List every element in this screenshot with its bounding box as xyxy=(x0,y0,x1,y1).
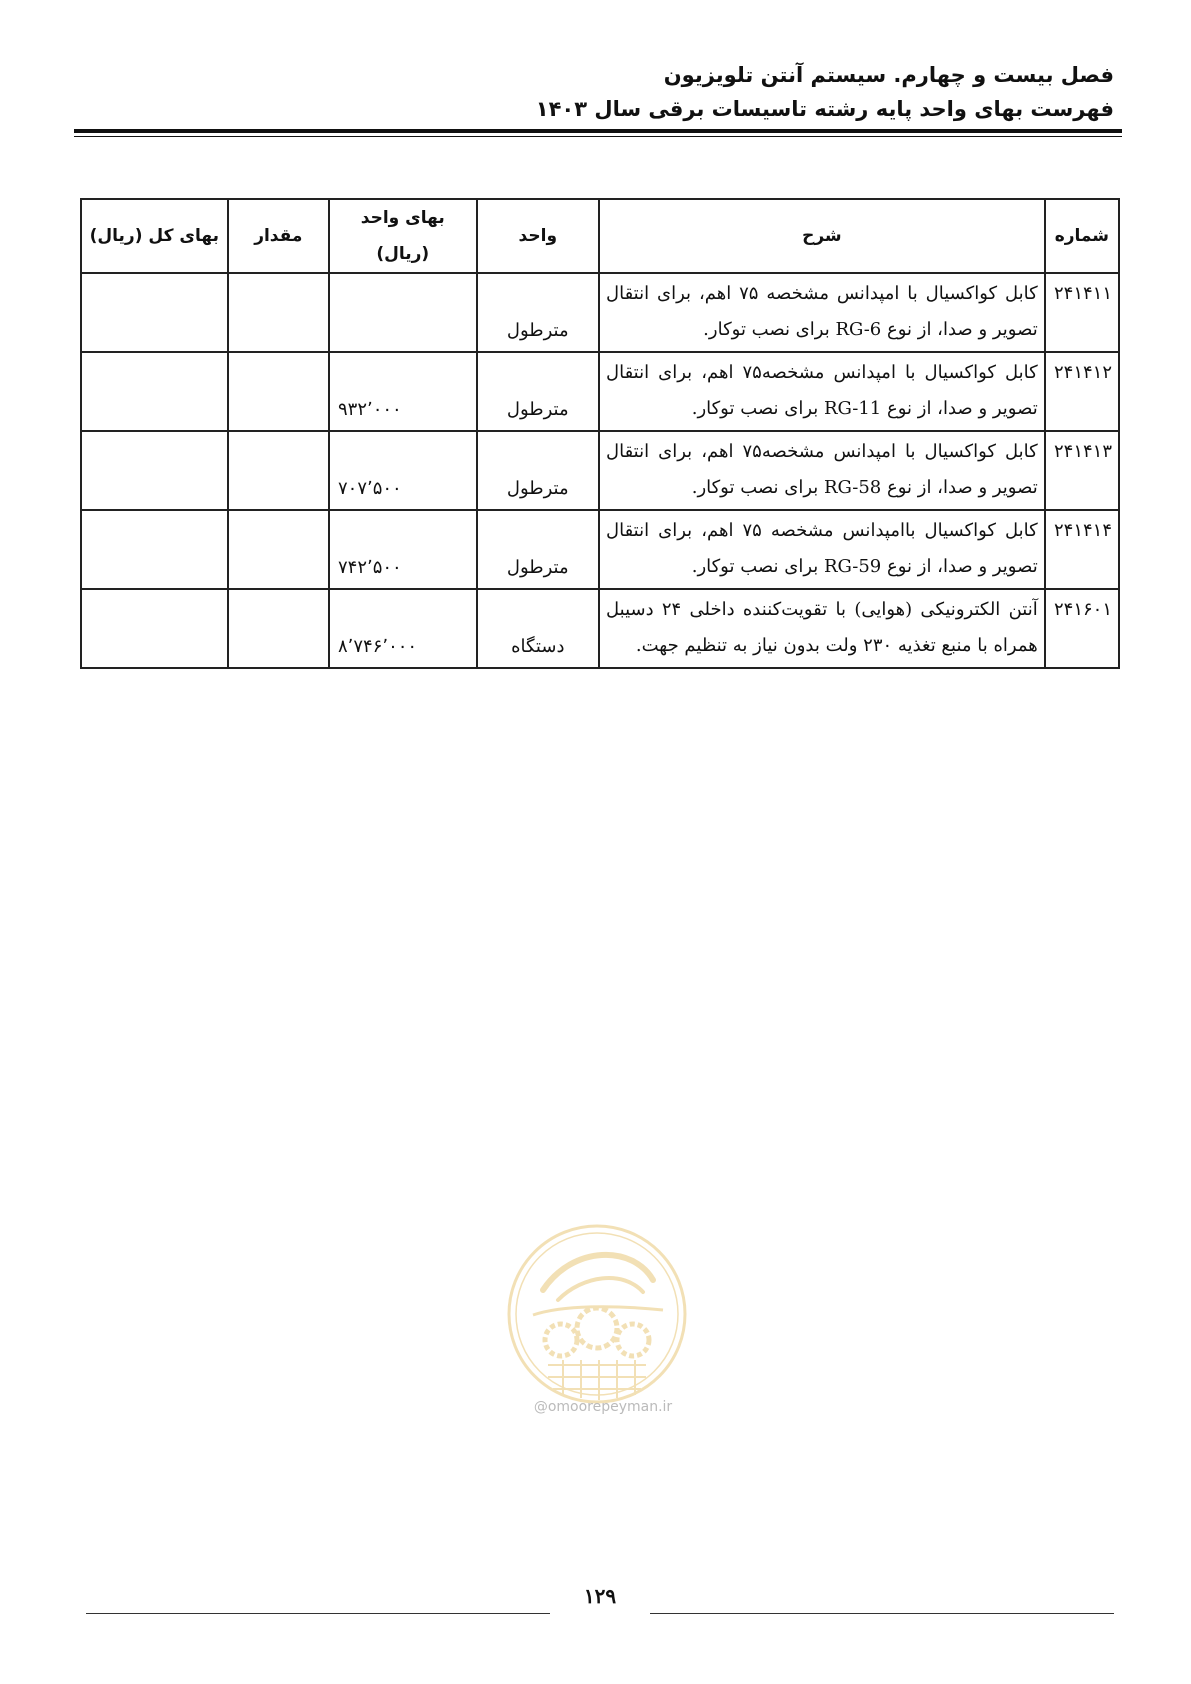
column-header-description: شرح xyxy=(599,199,1045,273)
watermark-emblem xyxy=(509,1226,685,1402)
item-description: کابل کواکسیال باامپدانس مشخصه ۷۵ اهم، برای انتقال تصویر و صدا، از نوع RG-59 برای نصب توکار. xyxy=(599,510,1045,589)
item-unit-price xyxy=(329,273,477,352)
item-unit-price: ۸٬۷۴۶٬۰۰۰ xyxy=(329,589,477,668)
item-code: ۲۴۱۴۱۱ xyxy=(1045,273,1119,352)
table-row xyxy=(81,352,1119,431)
header-rule-thick xyxy=(74,129,1122,133)
column-header-unit: واحد xyxy=(477,199,599,273)
item-total-price xyxy=(81,273,228,352)
column-header-total-price: بهای کل (ریال) xyxy=(81,199,228,273)
item-total-price xyxy=(81,510,228,589)
item-unit: مترطول xyxy=(477,352,599,431)
item-code: ۲۴۱۴۱۳ xyxy=(1045,431,1119,510)
page-number: ۱۲۹ xyxy=(583,1584,617,1608)
item-code: ۲۴۱۶۰۱ xyxy=(1045,589,1119,668)
table-row xyxy=(81,431,1119,510)
chapter-title: فصل بیست و چهارم. سیستم آنتن تلویزیون xyxy=(663,63,1114,87)
item-quantity xyxy=(228,589,329,668)
item-description: آنتن الکترونیکی (هوایی) با تقویت‌کننده داخلی ۲۴ دسیبل همراه با منبع تغذیه ۲۳۰ ولت بدون نیاز به تنظیم جهت. xyxy=(599,589,1045,668)
table-row xyxy=(81,273,1119,352)
item-quantity xyxy=(228,352,329,431)
item-quantity xyxy=(228,273,329,352)
table-row xyxy=(81,510,1119,589)
watermark-logo xyxy=(503,1220,691,1408)
column-header-quantity: مقدار xyxy=(228,199,329,273)
item-quantity xyxy=(228,510,329,589)
footer-rule-left xyxy=(86,1613,550,1614)
footer-rule-right xyxy=(650,1613,1114,1614)
item-description: کابل کواکسیال با امپدانس مشخصه۷۵ اهم، برای انتقال تصویر و صدا، از نوع RG-11 برای نصب توکار. xyxy=(599,352,1045,431)
item-quantity xyxy=(228,431,329,510)
price-table xyxy=(80,198,1120,669)
column-header-unit-price: بهای واحد (ریال) xyxy=(329,199,477,273)
item-unit-price: ۷۰۷٬۵۰۰ xyxy=(329,431,477,510)
item-code: ۲۴۱۴۱۲ xyxy=(1045,352,1119,431)
watermark-website: @omoorepeyman.ir xyxy=(533,1399,673,1415)
item-total-price xyxy=(81,431,228,510)
page-header xyxy=(74,58,1114,126)
item-code: ۲۴۱۴۱۴ xyxy=(1045,510,1119,589)
item-unit-price: ۹۳۲٬۰۰۰ xyxy=(329,352,477,431)
table-row xyxy=(81,589,1119,668)
item-unit: مترطول xyxy=(477,273,599,352)
price-list-title: فهرست بهای واحد پایه رشته تاسیسات برقی سال ۱۴۰۳ xyxy=(535,97,1114,121)
item-description: کابل کواکسیال با امپدانس مشخصه۷۵ اهم، برای انتقال تصویر و صدا، از نوع RG-58 برای نصب توکار. xyxy=(599,431,1045,510)
item-description: کابل کواکسیال با امپدانس مشخصه ۷۵ اهم، برای انتقال تصویر و صدا، از نوع RG-6 برای نصب توکار. xyxy=(599,273,1045,352)
column-header-code: شماره xyxy=(1045,199,1119,273)
item-unit: مترطول xyxy=(477,510,599,589)
item-unit: دستگاه xyxy=(477,589,599,668)
item-unit-price: ۷۴۲٬۵۰۰ xyxy=(329,510,477,589)
item-unit: مترطول xyxy=(477,431,599,510)
item-total-price xyxy=(81,589,228,668)
table-header-row xyxy=(81,199,1119,273)
header-rule-thin xyxy=(74,136,1122,137)
item-total-price xyxy=(81,352,228,431)
